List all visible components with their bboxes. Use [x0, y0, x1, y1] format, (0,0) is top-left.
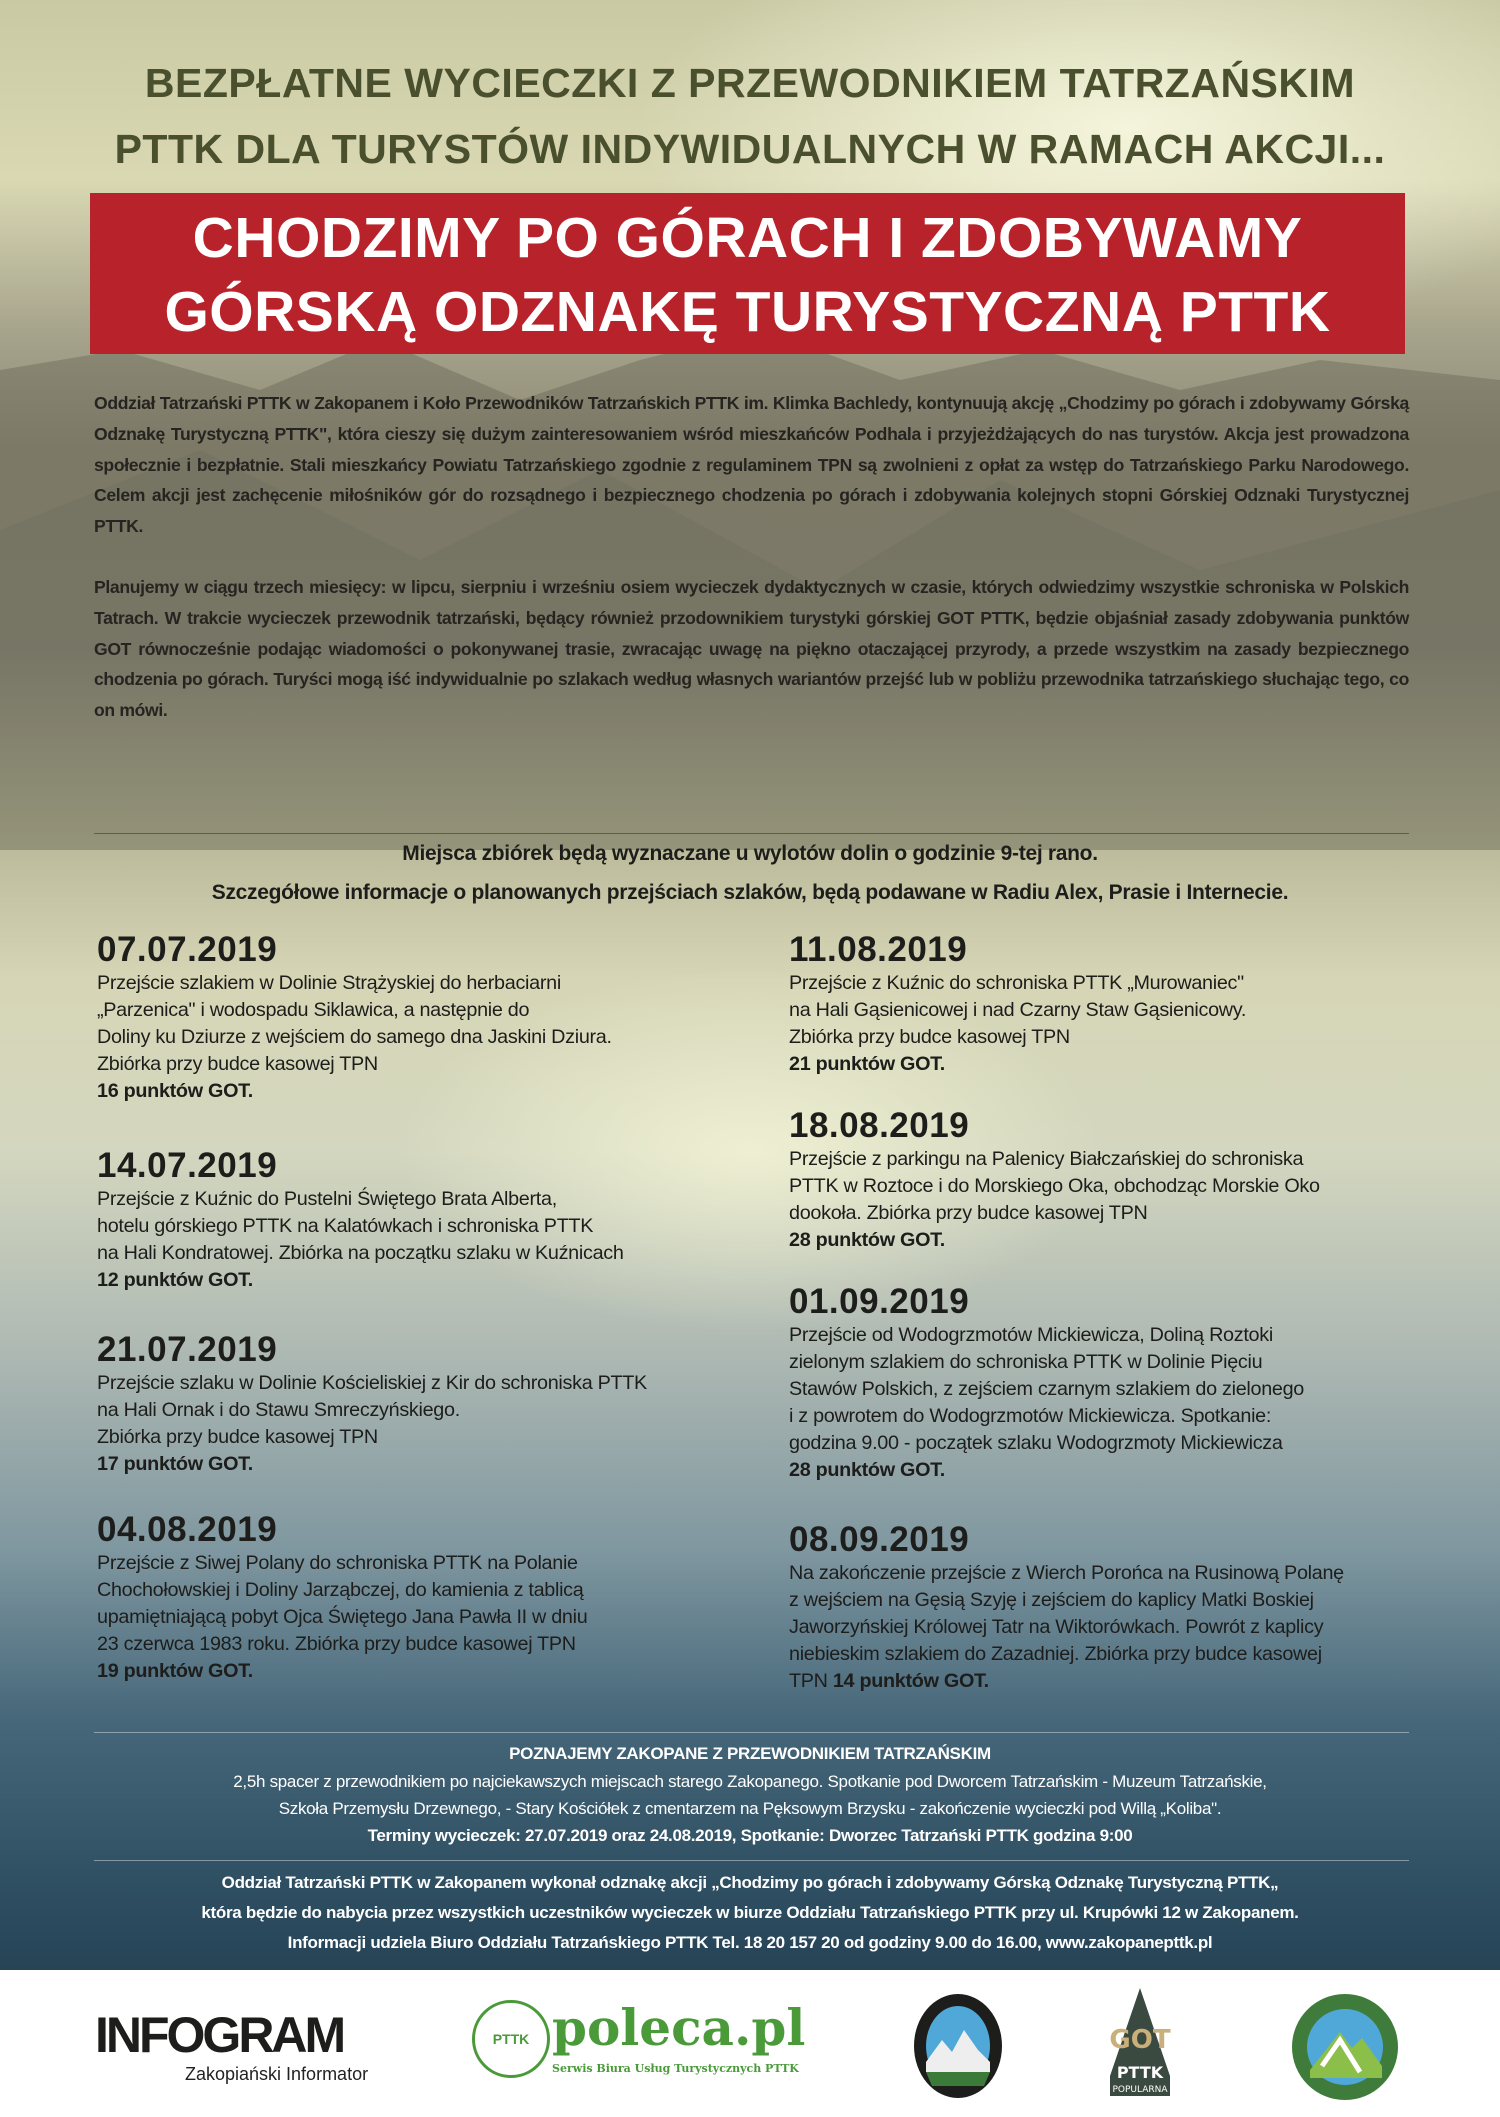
trip-item — [97, 1146, 624, 1294]
trip-description: Przejście szlaku w Dolinie Kościeliskiej z Kir do schroniska PTTK na Hali Ornak i do Stawu Smreczyńskiego. Zbiórka przy budce kasowej TPN — [97, 1372, 647, 1448]
divider — [94, 1860, 1409, 1861]
trip-date: 01.09.2019 — [789, 1282, 970, 1321]
trip-date: 14.07.2019 — [97, 1146, 278, 1185]
header-line-1: BEZPŁATNE WYCIECZKI Z PRZEWODNIKIEM TATRZAŃSKIM — [144, 60, 1356, 106]
trip-description-text: Na zakończenie przejście z Wierch Porońca na Rusinową Polanę z wejściem na Gęsią Szyję i zejściem do kaplicy Matki Boskiej Jaworzyńskiej Królowej Tatr na Wiktorówkach. Powrót z kaplicy niebieskim szlakiem do Zazadniej. Zbiórka przy budce kasowej TPN — [789, 1562, 1344, 1692]
badge-info-line-2: która będzie do nabycia przez wszystkich uczestników wycieczek w biurze Oddziału Tatrzańskiego PTTK przy ul. Krupówki 12 w Zakopanem. — [201, 1903, 1299, 1922]
pttk-compass-icon: PTTK — [472, 2000, 550, 2078]
svg-text:PTTK: PTTK — [1116, 2063, 1164, 2082]
trip-date: 11.08.2019 — [789, 930, 968, 969]
svg-text:POPULARNA: POPULARNA — [1112, 2085, 1168, 2095]
intro-paragraph-1: Oddział Tatrzański PTTK w Zakopanem i Koło Przewodników Tatrzańskich PTTK im. Klimka Bachledy, kontynuują akcję „Chodzimy po górach i zdobywamy Górską Odznakę Turystyczną PTTK", która cieszy się dużym zainteresowaniem wśród mieszkańców Podhala i przyjeżdżających do nas turystów. Akcja jest prowadzona społecznie i bezpłatnie. Stali mieszkańcy Powiatu Tatrzańskiego zgodnie z regulaminem TPN są zwolnieni z opłat za wstęp do Tatrzańskiego Parku Narodowego. Celem akcji jest zachęcenie miłośników gór do rozsądnego i bezpiecznego chodzenia po górach i zdobywania kolejnych stopni Górskiej Odznaki Turystycznej PTTK. — [94, 393, 1409, 537]
trip-description: Przejście z Kuźnic do Pustelni Świętego Brata Alberta, hotelu górskiego PTTK na Kalatówkach i schroniska PTTK na Hali Kondratowej. Zbiórka na początku szlaku w Kuźnicach — [97, 1188, 624, 1264]
header-line-2: PTTK DLA TURYSTÓW INDYWIDUALNYCH W RAMACH AKCJI... — [114, 126, 1386, 172]
trip-points: 16 punktów GOT. — [97, 1080, 253, 1102]
trip-points: 17 punktów GOT. — [97, 1453, 253, 1475]
zakopane-line-2: Szkoła Przemysłu Drzewnego, - Stary Kościółek z cmentarzem na Pęksowym Brzysku - zakończenie wycieczki pod Willą „Koliba". — [278, 1799, 1222, 1818]
divider — [94, 1732, 1409, 1733]
intro-text — [94, 388, 1409, 756]
got-letters: GOT — [1109, 2025, 1171, 2055]
divider — [94, 833, 1409, 834]
sponsor-footer — [0, 1970, 1500, 2117]
banner-line-1: CHODZIMY PO GÓRACH I ZDOBYWAMY — [192, 206, 1303, 270]
badge-info-line-1: Oddział Tatrzański PTTK w Zakopanem wykonał odznakę akcji „Chodzimy po górach i zdobywamy Górską Odznakę Turystyczną PTTK„ — [221, 1873, 1279, 1892]
trip-points: 28 punktów GOT. — [789, 1459, 945, 1481]
title-banner — [90, 193, 1405, 354]
trip-item — [97, 1330, 647, 1478]
szlaki-tatr-badge-icon — [912, 1992, 1004, 2105]
zakopane-dates: Terminy wycieczek: 27.07.2019 oraz 24.08.2019, Spotkanie: Dworzec Tatrzański PTTK godzina 9:00 — [367, 1826, 1133, 1845]
trip-item — [97, 930, 612, 1105]
trip-item — [789, 1106, 1320, 1254]
trip-date: 18.08.2019 — [789, 1106, 970, 1145]
badge-info-line-3: Informacji udziela Biuro Oddziału Tatrzańskiego PTTK Tel. 18 20 157 20 od godziny 9.00 do 16.00, www.zakopanepttk.pl — [287, 1933, 1213, 1952]
trip-description — [789, 1560, 1344, 1695]
zakopane-title: POZNAJEMY ZAKOPANE Z PRZEWODNIKIEM TATRZAŃSKIM — [509, 1744, 991, 1763]
trip-description: Przejście szlakiem w Dolinie Strążyskiej do herbaciarni „Parzenica" i wodospadu Siklawica, a następnie do Doliny ku Dziurze z wejściem do samego dna Jaskini Dziura. Zbiórka przy budce kasowej TPN — [97, 972, 612, 1075]
trip-date: 07.07.2019 — [97, 930, 278, 969]
trip-points: 14 punktów GOT. — [832, 1670, 989, 1692]
zakopane-line-1: 2,5h spacer z przewodnikiem po najciekawszych miejscach starego Zakopanego. Spotkanie pod Dworcem Tatrzańskim - Muzeum Tatrzańskie, — [233, 1772, 1267, 1791]
trip-description: Przejście od Wodogrzmotów Mickiewicza, Doliną Roztoki zielonym szlakiem do schroniska PTTK w Dolinie Pięciu Stawów Polskich, z zejściem czarnym szlakiem do zielonego i z powrotem do Wodogrzmotów Mickiewicza. Spotkanie: godzina 9.00 - początek szlaku Wodogrzmoty Mickiewicza — [789, 1324, 1304, 1454]
trip-date: 04.08.2019 — [97, 1510, 278, 1549]
trip-date: 08.09.2019 — [789, 1520, 970, 1559]
trip-points: 21 punktów GOT. — [789, 1053, 945, 1075]
got-popularna-badge-icon — [1100, 1986, 1180, 2103]
trip-item — [789, 1520, 1344, 1695]
infogram-wordmark: INFOGRAM — [95, 2007, 344, 2063]
trip-points: 28 punktów GOT. — [789, 1229, 945, 1251]
poleca-subtitle: Serwis Biura Usług Turystycznych PTTK — [552, 2062, 799, 2075]
infogram-subtitle: Zakopiański Informator — [185, 2064, 369, 2084]
trip-item — [97, 1510, 587, 1685]
trip-description: Przejście z Siwej Polany do schroniska PTTK na Polanie Chochołowskiej i Doliny Jarząbczej, do kamienia z tablicą upamiętniającą pobyt Ojca Świętego Jana Pawła II w dniu 23 czerwca 1983 roku. Zbiórka przy budce kasowej TPN — [97, 1552, 588, 1655]
meeting-line-2: Szczegółowe informacje o planowanych przejściach szlaków, będą podawane w Radiu Alex, Prasie i Internecie. — [211, 881, 1289, 904]
trip-item — [789, 930, 1246, 1078]
banner-line-2: GÓRSKĄ ODZNAKĘ TURYSTYCZNĄ PTTK — [164, 280, 1331, 344]
poleca-wordmark: poleca.pl — [552, 1998, 806, 2057]
meeting-line-1: Miejsca zbiórek będą wyznaczane u wylotów dolin o godzinie 9-tej rano. — [402, 842, 1098, 865]
trip-points: 12 punktów GOT. — [97, 1269, 253, 1291]
trip-description: Przejście z Kuźnic do schroniska PTTK „Murowaniec" na Hali Gąsienicowej i nad Czarny Staw Gąsienicowy. Zbiórka przy budce kasowej TPN — [789, 972, 1247, 1048]
trip-date: 21.07.2019 — [97, 1330, 278, 1369]
infogram-logo — [95, 2007, 369, 2085]
trip-description: Przejście z parkingu na Palenicy Białczańskiej do schroniska PTTK w Roztoce i do Morskiego Oka, obchodząc Morskie Oko dookoła. Zbiórka przy budce kasowej TPN — [789, 1148, 1320, 1224]
trip-item — [789, 1282, 1304, 1484]
chodzimy-badge-icon — [1290, 1992, 1400, 2107]
trip-points: 19 punktów GOT. — [97, 1660, 253, 1682]
intro-paragraph-2: Planujemy w ciągu trzech miesięcy: w lipcu, sierpniu i wrześniu osiem wycieczek dydaktycznych w czasie, których odwiedzimy wszystkie schroniska w Polskich Tatrach. W trakcie wycieczek przewodnik tatrzański, będący również przodownikiem turystyki górskiej GOT PTTK, będzie objaśniał zasady zdobywania punktów GOT równocześnie podając wiadomości o pokonywanej trasie, zwracając uwagę na piękno otaczającej przyrody, a przede wszystkim na zasady bezpiecznego chodzenia po górach. Turyści mogą iść indywidualnie po szlakach według własnych wariantów przejść lub w pobliżu przewodnika tatrzańskiego słuchając tego, co on mówi. — [94, 576, 1409, 721]
